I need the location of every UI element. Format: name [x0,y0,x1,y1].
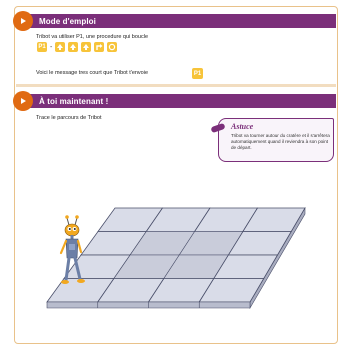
separator-dash: - [50,43,53,51]
astuce-text: Tribot va tourner autour du cratère et il s'arrêtera automatiquement quand il reviendra à son point de départ. [231,133,330,150]
section-title: Mode d'emploi [39,16,96,26]
section-title: À toi maintenant ! [39,96,109,106]
instruction-trace: Trace le parcours de Tribot [36,115,102,121]
instruction-line-2: Voici le message tres court que Tribot t'envoie [36,70,149,76]
p1-block-icon: P1 [192,68,203,79]
instruction-line-1: Tribot va utiliser P1, une procedure qui boucle [36,34,148,40]
astuce-title: Astuce [231,122,254,131]
p1-block-icon: P1 [38,44,46,50]
grid-tiles [47,208,305,308]
